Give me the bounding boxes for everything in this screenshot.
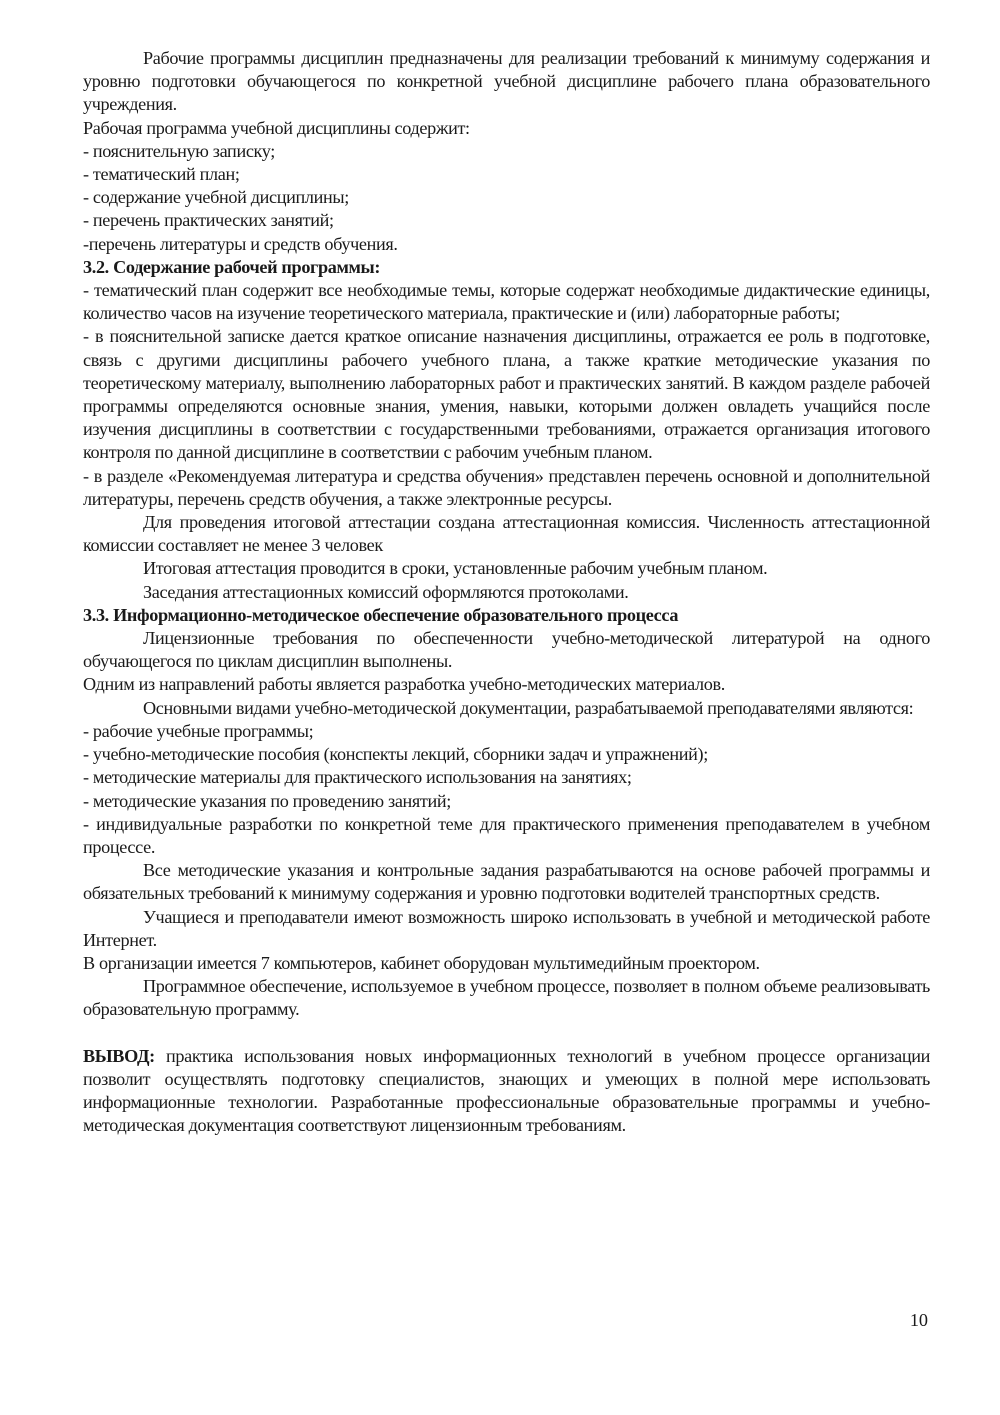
internet-paragraph: Учащиеся и преподаватели имеют возможность широко использовать в учебной и методической работе Интернет.: [83, 906, 930, 950]
license-paragraph: Лицензионные требования по обеспеченности учебно-методической литературой на одного обучающегося по циклам дисциплин выполнены.: [83, 628, 930, 672]
section-heading-3-3: 3.3. Информационно-методическое обеспечение образовательного процесса: [83, 604, 679, 625]
list-item: - тематический план содержит все необходимые темы, которые содержат необходимые дидактические единицы, количество часов на изучение теоретического материала, практические и (или) лабораторные работы;: [83, 280, 930, 324]
documentation-list: [83, 720, 930, 859]
conclusion-paragraph: [83, 1045, 930, 1138]
conclusion-label: ВЫВОД:: [83, 1045, 155, 1066]
list-item: - в пояснительной записке дается краткое описание назначения дисциплины, отражается ее роль в подготовке, связь с другими дисциплины рабочего учебного плана, а также краткие методические указания по теоретическому материалу, выполнению лабораторных работ и практических занятий. В каждом разделе рабочей программы определяются основные знания, умения, навыки, которыми должен овладеть учащийся после изучения дисциплины в соответствии с государственными требованиями, отражается организация итогового контроля по данной дисциплине в соответствии с рабочим учебным планом.: [83, 326, 930, 463]
list-item: - индивидуальные разработки по конкретной теме для практического применения преподавателем в учебном процессе.: [83, 813, 930, 857]
list-item: - в разделе «Рекомендуемая литература и средства обучения» представлен перечень основной и дополнительной литературы, перечень средств обучения, а также электронные ресурсы.: [83, 465, 930, 509]
list-item: -перечень литературы и средств обучения.: [83, 233, 398, 254]
list-item: - тематический план;: [83, 164, 240, 185]
intro-list-lead: Рабочая программа учебной дисциплины содержит:: [83, 117, 470, 138]
software-paragraph: Программное обеспечение, используемое в учебном процессе, позволяет в полном объеме реализовывать образовательную программу.: [83, 976, 930, 1020]
conclusion-text: практика использования новых информационных технологий в учебном процессе организации позволит осуществлять подготовку специалистов, знающих и умеющих в полной мере использовать информационные технологии. Разработанные профессиональные образовательные программы и учебно-методическая документация соответствуют лицензионным требованиям.: [83, 1045, 930, 1136]
documentation-types-paragraph: Основными видами учебно-методической документации, разрабатываемой преподавателями являются:: [143, 697, 914, 718]
methodical-paragraph: Все методические указания и контрольные задания разрабатываются на основе рабочей программы и обязательных требований к минимуму содержания и уровню подготовки водителей транспортных средств.: [83, 860, 930, 904]
list-item: - методические материалы для практического использования на занятиях;: [83, 767, 632, 788]
page-number: 10: [909, 1310, 928, 1330]
section-3-2-list: [83, 279, 930, 511]
list-item: - перечень практических занятий;: [83, 210, 334, 231]
list-item: - пояснительную записку;: [83, 140, 275, 161]
attestation-paragraph: Для проведения итоговой аттестации создана аттестационная комиссия. Численность аттестационной комиссии составляет не менее 3 человек: [83, 512, 930, 556]
list-item: - методические указания по проведению занятий;: [83, 790, 452, 811]
intro-list: [83, 140, 930, 256]
list-item: - рабочие учебные программы;: [83, 720, 314, 741]
computers-paragraph: В организации имеется 7 компьютеров, кабинет оборудован мультимедийным проектором.: [83, 952, 760, 973]
list-item: - учебно-методические пособия (конспекты лекций, сборники задач и упражнений);: [83, 744, 708, 765]
intro-paragraph: Рабочие программы дисциплин предназначены для реализации требований к минимуму содержания и уровню подготовки обучающегося по конкретной учебной дисциплине рабочего плана образовательного учреждения.: [83, 48, 930, 115]
document-page: [83, 47, 930, 1138]
attestation-schedule-paragraph: Итоговая аттестация проводится в сроки, установленные рабочим учебным планом.: [143, 558, 768, 579]
direction-paragraph: Одним из направлений работы является разработка учебно-методических материалов.: [83, 674, 725, 695]
spacer: [83, 1022, 930, 1045]
attestation-protocol-paragraph: Заседания аттестационных комиссий оформляются протоколами.: [143, 581, 629, 602]
section-heading-3-2: 3.2. Содержание рабочей программы:: [83, 256, 381, 277]
list-item: - содержание учебной дисциплины;: [83, 187, 349, 208]
